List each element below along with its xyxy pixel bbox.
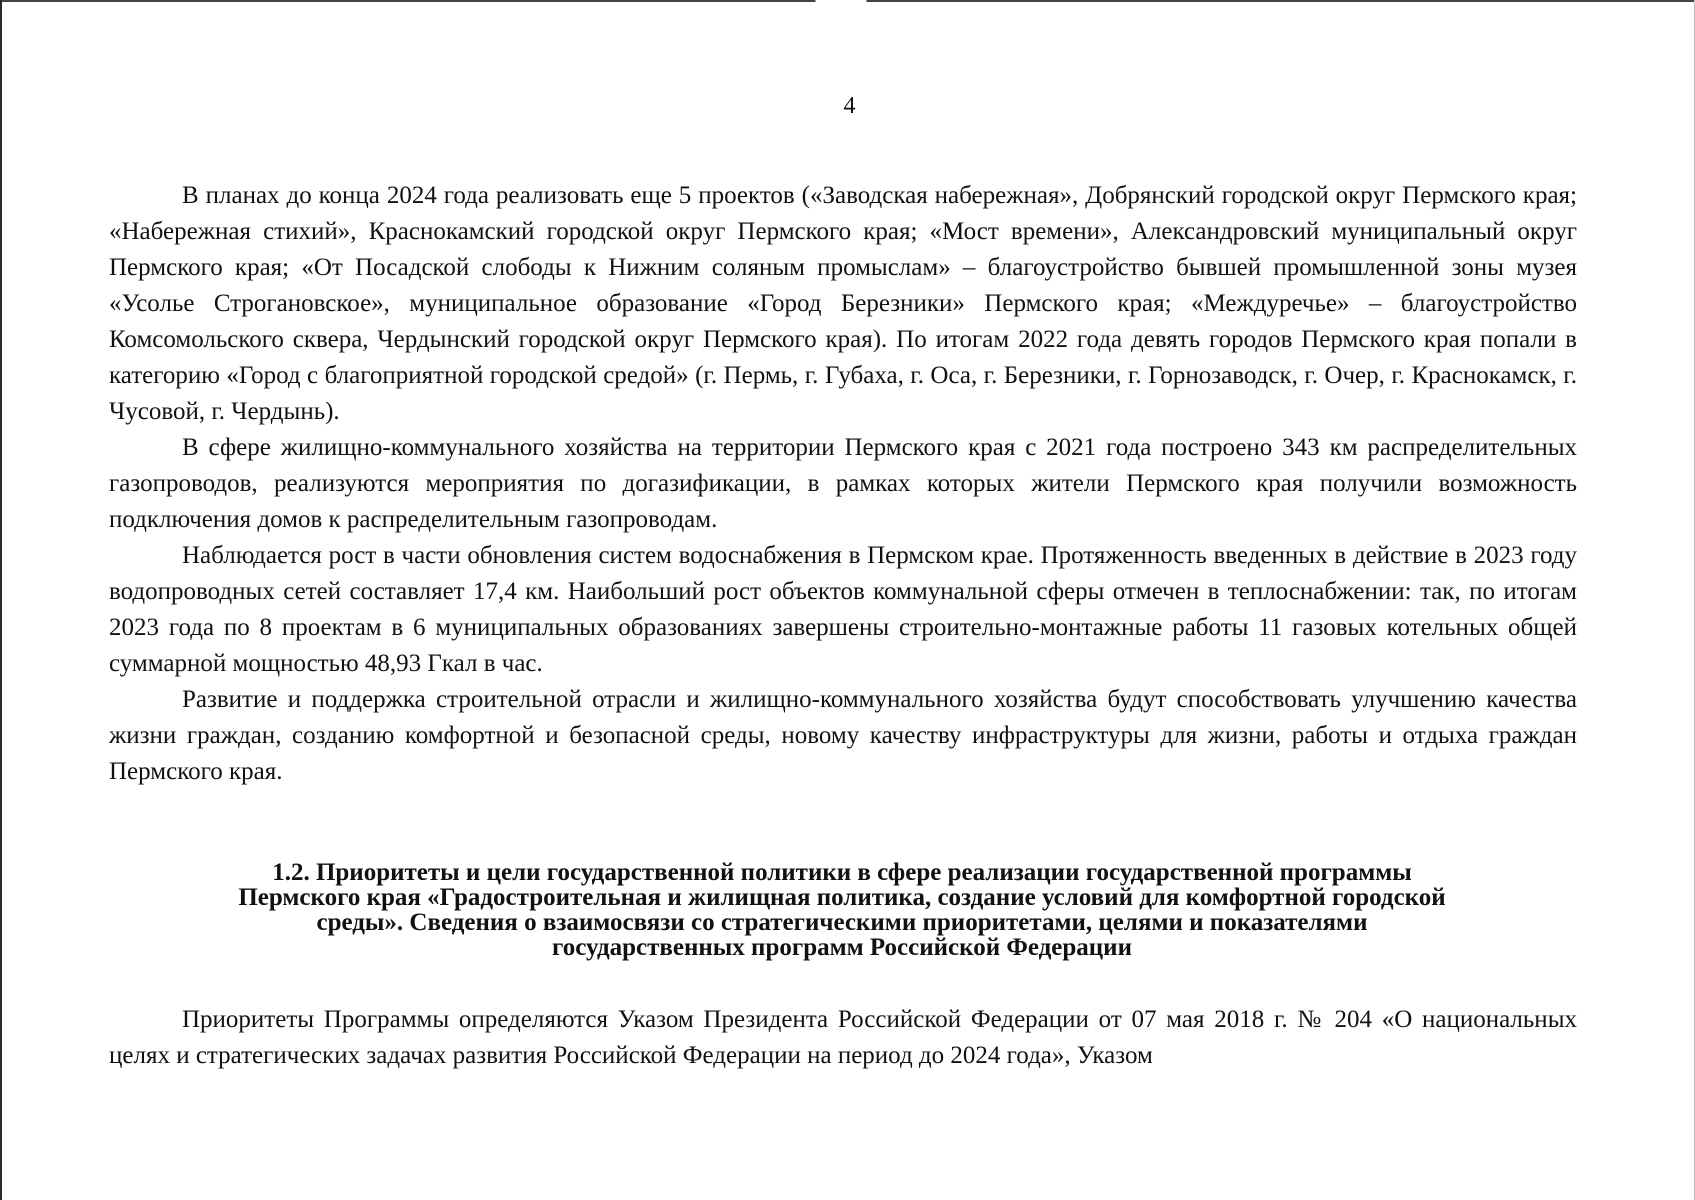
paragraph-development: Развитие и поддержка строительной отрасли и жилищно-коммунального хозяйства будут способствовать улучшению качества жизни граждан, созданию комфортной и безопасной среды, новому качеству инфраструктуры для жизни, работы и отдыха граждан Пермского края. bbox=[109, 686, 1577, 785]
paragraph-water-supply: Наблюдается рост в части обновления систем водоснабжения в Пермском крае. Протяженность введенных в действие в 2023 году водопроводных сетей составляет 17,4 км. Наибольший рост объектов коммунальной сферы отмечен в теплоснабжении: так, по итогам 2023 года по 8 проектам в 6 муниципальных образованиях завершены строительно-монтажные работы 11 газовых котельных общей суммарной мощностью 48,93 Гкал в час. bbox=[109, 542, 1577, 677]
section-heading-line: государственных программ Российской Федерации bbox=[552, 934, 1132, 961]
scan-edge-top bbox=[2, 0, 1695, 2]
body-text-block-continued bbox=[109, 1002, 1577, 1074]
section-heading-line: среды». Сведения о взаимосвязи со стратегическими приоритетами, целями и показателями bbox=[316, 909, 1368, 936]
paragraph-urban-projects: В планах до конца 2024 года реализовать еще 5 проектов («Заводская набережная», Добрянский городской округ Пермского края; «Набережная стихий», Краснокамский городской округ Пермского края; «Мост времени», Александровский муниципальный округ Пермского края; «От Посадской слободы к Нижним соляным промыслам» – благоустройство бывшей промышленной зоны музея «Усолье Строгановское», муниципальное образование «Город Березники» Пермского края; «Междуречье» – благоустройство Комсомольского сквера, Чердынский городской округ Пермского края). По итогам 2022 года девять городов Пермского края попали в категорию «Город с благоприятной городской средой» (г. Пермь, г. Губаха, г. Оса, г. Березники, г. Горнозаводск, г. Очер, г. Краснокамск, г. Чусовой, г. Чердынь). bbox=[109, 182, 1577, 425]
paragraph-priorities: Приоритеты Программы определяются Указом Президента Российской Федерации от 07 мая 2018 г. № 204 «О национальных целях и стратегических задачах развития Российской Федерации на период до 2024 года», Указом bbox=[109, 1006, 1577, 1069]
body-text-block bbox=[109, 178, 1577, 790]
section-heading bbox=[142, 860, 1542, 960]
page-number: 4 bbox=[843, 93, 856, 119]
section-heading-line: Пермского края «Градостроительная и жилищная политика, создание условий для комфортной городской bbox=[238, 884, 1446, 911]
section-heading-line: 1.2. Приоритеты и цели государственной политики в сфере реализации государственной программы bbox=[272, 859, 1412, 886]
paragraph-gas-pipelines: В сфере жилищно-коммунального хозяйства на территории Пермского края с 2021 года построено 343 км распределительных газопроводов, реализуются мероприятия по догазификации, в рамках которых жители Пермского края получили возможность подключения домов к распределительным газопроводам. bbox=[109, 434, 1577, 533]
